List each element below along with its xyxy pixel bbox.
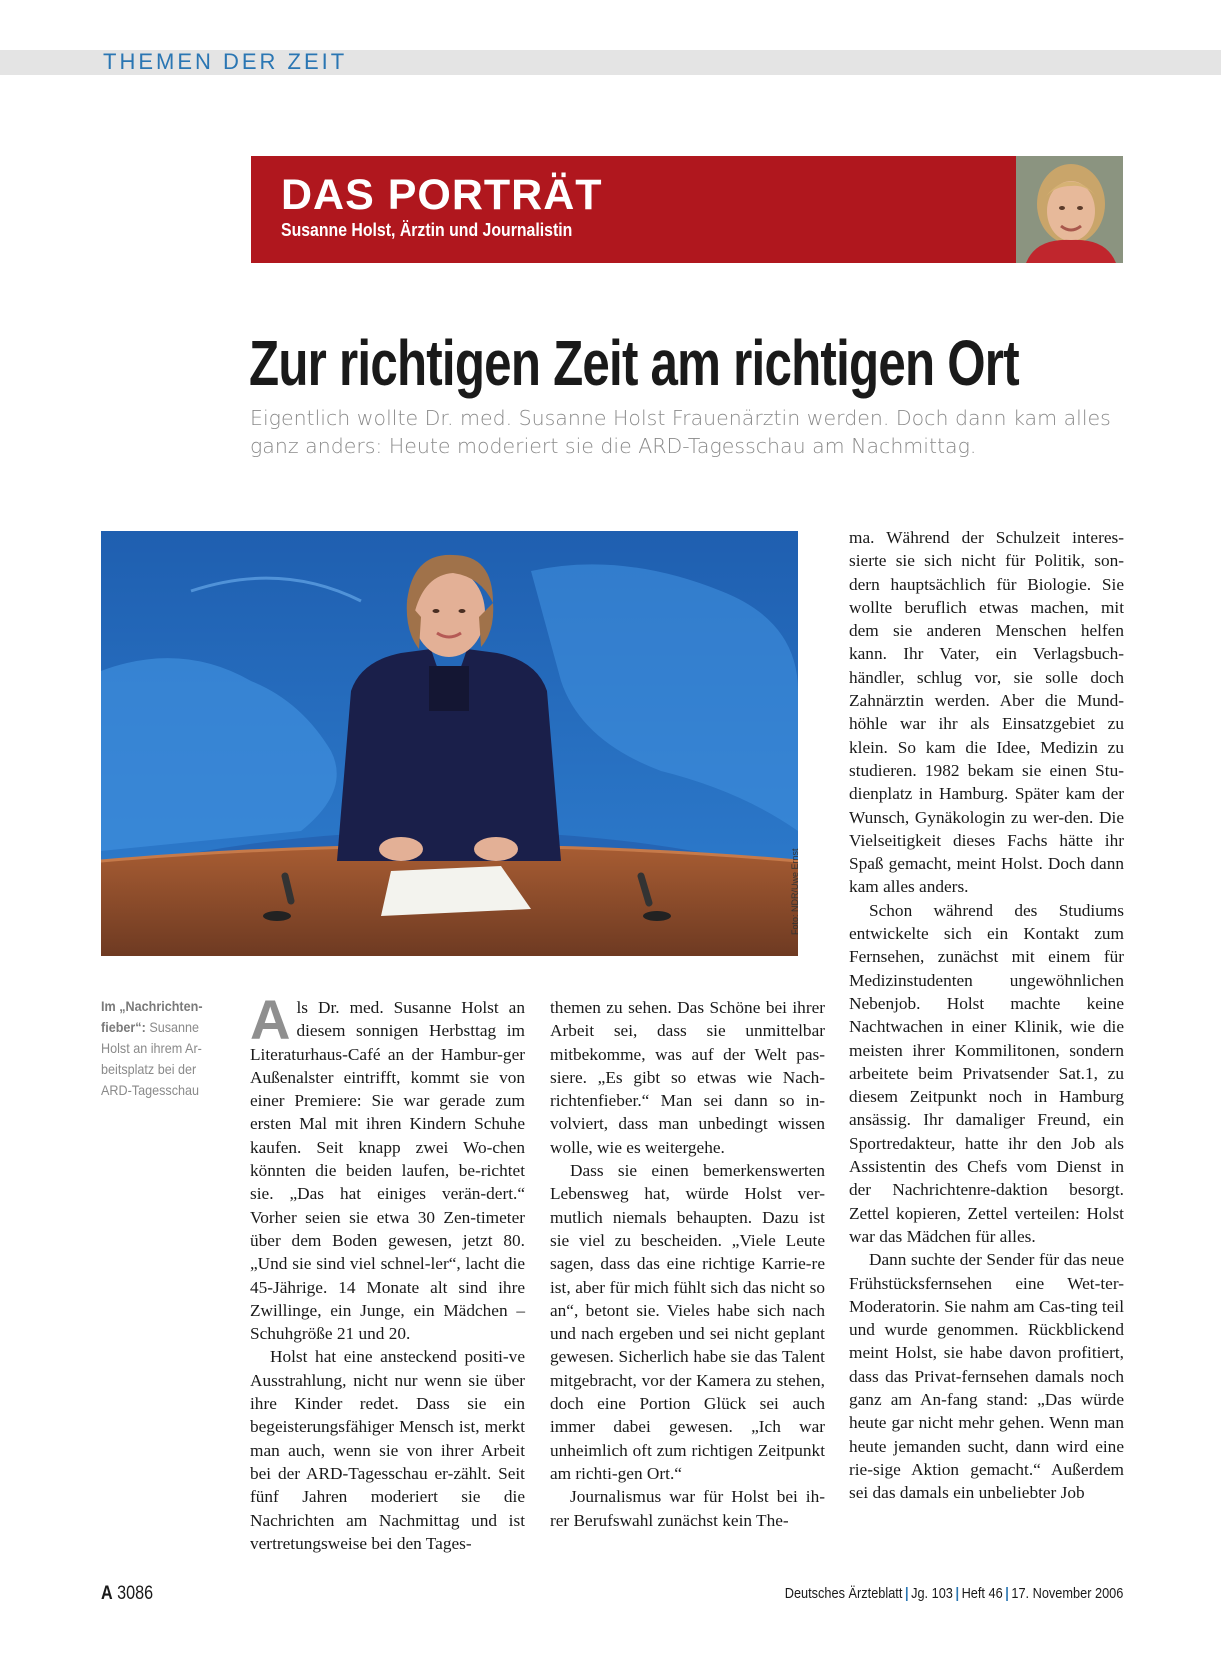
journal-name: Deutsches Ärzteblatt [784, 1585, 903, 1602]
paragraph [250, 988, 525, 1345]
journal-date: 17. November 2006 [1011, 1585, 1123, 1602]
folio-prefix: A [101, 1583, 113, 1604]
photo-credit: Foto: NDR/Uwe Ernst [790, 848, 800, 935]
journal-issue: Heft 46 [961, 1585, 1003, 1602]
article-lead: Eigentlich wollte Dr. med. Susanne Holst Frauenärztin werden. Doch dann kam alles ganz anders: Heute moderiert sie die ARD-Tagesschau am Nachmittag. [250, 406, 1111, 458]
separator: | [1004, 1585, 1009, 1602]
banner-title: DAS PORTRÄT [281, 171, 603, 219]
section-title: THEMEN DER ZEIT [103, 49, 348, 74]
caption-bold: Im „Nachrichten-fieber“: [101, 998, 203, 1035]
article-column-3 [849, 526, 1124, 1504]
journal-footer [784, 1585, 1123, 1602]
separator: | [904, 1585, 909, 1602]
article-column-2 [550, 996, 825, 1532]
paragraph: Holst hat eine ansteckend positi-ve Ausstrahlung, nicht nur wenn sie über ihre Kinder redet. Dass sie ein begeisterungsfähiger Mensch ist, merkt man auch, wenn sie von ihrer Arbeit bei der ARD-Tagesschau er-zählt. Seit fünf Jahren moderiert sie die Nachrichten am Nachmittag und ist vertretungsweise bei den Tages- [250, 1347, 525, 1553]
article-photo [101, 531, 798, 956]
paragraph: ma. Während der Schulzeit interes-sierte sie sich nicht für Politik, son-dern hauptsächlich für Biologie. Sie wollte beruflich etwas machen, mit dem sie anderen Menschen helfen kann. Ihr Vater, ein Verlagsbuch-händler, schlug vor, sie solle doch Zahnärztin werden. Aber die Mund-höhle war ihr als Einsatzgebiet zu klein. So kam die Idee, Medizin zu studieren. 1982 bekam sie einen Stu-dienplatz in Hamburg. Später kam der Wunsch, Gynäkologin zu wer-den. Die Vielseitigkeit dieses Fachs hätte ihr Spaß gemacht, meint Holst. Doch dann kam alles anders. [849, 528, 1124, 897]
page-number [101, 1583, 153, 1605]
portrait-photo [1016, 156, 1123, 263]
paragraph: Dass sie einen bemerkenswerten Lebensweg hat, würde Holst ver-mutlich niemals behaupten. Dazu ist sie viel zu bescheiden. „Viele Leute sagen, dass das eine richtige Karrie-re ist, aber für mich fühlt sich das nicht so an“, betont sie. Vieles habe sich nach und nach ergeben und sei nicht geplant gewesen. Sicherlich habe sie das Talent mitgebracht, vor der Kamera zu stehen, doch eine Portion Glück sei auch immer dabei gewesen. „Ich war unheimlich oft zum richtigen Zeitpunkt am richti-gen Ort.“ [550, 1161, 825, 1483]
article-headline: Zur richtigen Zeit am richtigen Ort [249, 327, 1019, 399]
article-column-1 [250, 988, 525, 1555]
photo-caption [101, 996, 214, 1101]
paragraph: Schon während des Studiums entwickelte sich ein Kontakt zum Fernsehen, zunächst mit einem für Medizinstudenten ungewöhnlichen Nebenjob. Holst machte keine Nachtwachen in einer Klinik, wie die meisten ihrer Kommilitonen, sondern arbeitete beim Privatsender Sat.1, zu diesem Zeitpunkt noch in Hamburg ansässig. Ihr damaliger Freund, ein Sportredakteur, hatte ihr den Job als Assistentin des Chefs vom Dienst in der Nachrichtenre-daktion besorgt. Zettel kopieren, Zettel verteilen: Holst war das Mädchen für alles. [849, 900, 1124, 1246]
paragraph-text: ls Dr. med. Susanne Holst an diesem sonnigen Herbsttag im Literaturhaus-Café an der Hambur-ger Außenalster eintrifft, kommt sie von einer Premiere: Sie war gerade zum ersten Mal mit ihren Kindern Schuhe kaufen. Seit knapp zwei Wo-chen könnten die beiden laufen, be-richtet sie. „Das hat einiges verän-dert.“ Vorher seien sie etwa 30 Zen-timeter über dem Boden gewesen, jetzt 80. „Und sie sind viel schnel-ler“, lacht die 45-Jährige. 14 Monate alt sind ihre Zwillinge, ein Junge, ein Mädchen – Schuhgröße 21 und 20. [250, 998, 525, 1344]
portrait-banner [251, 156, 1123, 263]
paragraph: Journalismus war für Holst bei ih-rer Berufswahl zunächst kein The- [550, 1487, 825, 1530]
separator: | [955, 1585, 959, 1602]
paragraph: Dann suchte der Sender für das neue Frühstücksfernsehen eine Wet-ter-Moderatorin. Sie nahm am Cas-ting teil und wurde genommen. Rückblickend meint Holst, sie habe davon profitiert, dass das Privat-fernsehen damals noch ganz am An-fang stand: „Das würde heute gar nicht mehr gehen. Wenn man heute jemanden sucht, dann wird eine rie-sige Aktion gemacht.“ Außerdem sei das damals ein unbeliebter Job [849, 1250, 1124, 1503]
banner-subtitle: Susanne Holst, Ärztin und Journalistin [281, 220, 573, 240]
journal-volume: Jg. 103 [910, 1585, 953, 1602]
drop-cap: A [250, 988, 291, 1051]
folio-number: 3086 [117, 1583, 154, 1604]
paragraph: themen zu sehen. Das Schöne bei ihrer Arbeit sei, dass sie unmittelbar mitbekomme, was auf der Welt pas-siere. „Es gibt so etwas wie Nach-richtenfieber.“ Man sei dann so in-volviert, dass man unbedingt wissen wolle, wie es weitergehe. [550, 998, 825, 1157]
caption-text: Susanne Holst an ihrem Ar-beitsplatz bei der ARD-Tagesschau [101, 1019, 202, 1098]
